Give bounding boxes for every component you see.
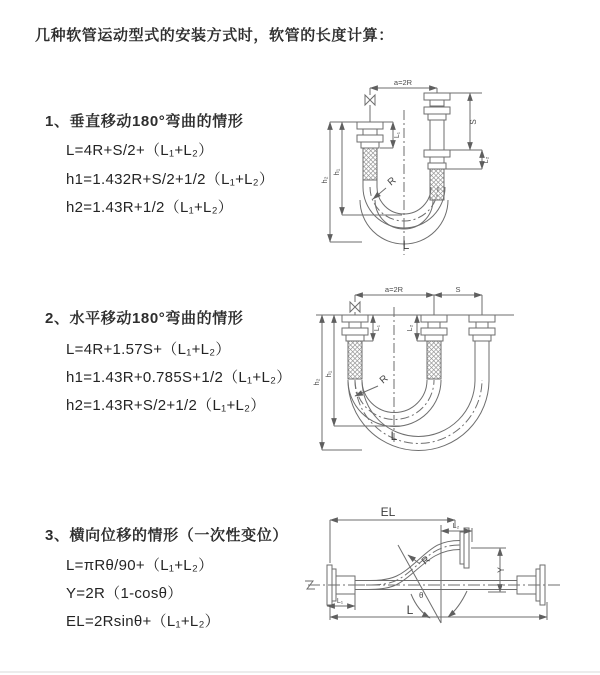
- left-pipe-fitting: [357, 105, 383, 148]
- dim-label-l2: L₂: [407, 324, 414, 332]
- left-pipe-fitting: [342, 315, 368, 341]
- length-label: L: [390, 429, 398, 443]
- dim-h1: [334, 315, 400, 426]
- right-pipe-fitting-moved: [469, 295, 495, 380]
- dim-label-l2: L₂: [483, 156, 490, 164]
- dim-label-a2r: a=2R: [393, 78, 413, 87]
- dim-label-h1: h₁: [332, 168, 341, 176]
- dim-label-l1: L₁: [336, 598, 344, 605]
- section-2-heading: 2、水平移动180°弯曲的情形: [45, 310, 244, 327]
- section-3-formula-l: L=πRθ/90+（L₁+L₂）: [66, 557, 214, 574]
- section-1-formula-l: L=4R+S/2+（L₁+L₂）: [66, 142, 214, 159]
- section-2-formula-l: L=4R+1.57S+（L₁+L₂）: [66, 341, 231, 358]
- hose-u-bend: [348, 380, 489, 450]
- dim-label-h2: h₂: [320, 176, 329, 184]
- section-1-formula-h1: h1=1.432R+S/2+1/2（L₁+L₂）: [66, 171, 275, 188]
- page-bottom-rule: [0, 671, 600, 673]
- section-3-formula-y: Y=2R（1-cosθ）: [66, 585, 183, 602]
- section-2-formula-h2: h2=1.43R+S/2+1/2（L₁+L₂）: [66, 397, 266, 414]
- braided-hose-middle: [427, 341, 441, 379]
- section-3-formula-el: EL=2Rsinθ+（L₁+L₂）: [66, 613, 220, 630]
- dim-label-el: EL: [380, 505, 396, 519]
- right-pipe-fittings: [424, 88, 450, 169]
- dim-label-h2: h₂: [312, 378, 321, 386]
- dim-l2: [441, 528, 472, 542]
- radius-label: R: [377, 373, 391, 387]
- dim-label-h1: h₁: [324, 370, 333, 378]
- section-3-heading: 3、横向位移的情形（一次性变位）: [45, 527, 288, 544]
- diagram-horizontal-180-bend: [310, 282, 560, 472]
- valve-icon: [350, 295, 360, 315]
- dim-label-s: S: [455, 285, 461, 294]
- dim-label-s: S: [469, 119, 478, 125]
- braided-hose-left: [348, 341, 362, 379]
- dim-label-y: Y: [496, 566, 506, 574]
- radius-label: R: [385, 175, 399, 189]
- section-2-formula-h1: h1=1.43R+0.785S+1/2（L₁+L₂）: [66, 369, 292, 386]
- braided-hose-left: [363, 148, 377, 187]
- page-title: 几种软管运动型式的安装方式时，软管的长度计算：: [35, 27, 394, 44]
- hose-s-curve: [353, 541, 460, 590]
- length-label: L: [406, 603, 414, 617]
- dim-label-a2r: a=2R: [384, 285, 404, 294]
- length-label: L: [402, 238, 410, 252]
- dim-l2: [446, 150, 482, 169]
- theta-label: θ: [419, 591, 424, 600]
- dim-label-l2: L₂: [452, 523, 460, 530]
- dim-l: [330, 602, 547, 620]
- dim-el: [330, 520, 455, 563]
- section-1-heading: 1、垂直移动180°弯曲的情形: [45, 113, 244, 130]
- diagram-vertical-180-bend: [310, 72, 560, 267]
- valve-icon: [365, 88, 375, 105]
- section-1-formula-h2: h2=1.43R+1/2（L₁+L₂）: [66, 199, 234, 216]
- middle-pipe-fitting: [421, 295, 447, 341]
- dim-label-l1: L₁: [394, 131, 401, 139]
- dim-label-l1: L₁: [374, 324, 381, 332]
- upper-right-flange: [460, 528, 469, 568]
- radius-leader: [355, 386, 378, 396]
- radius-label: R: [419, 554, 433, 568]
- diagram-lateral-displacement: [298, 492, 598, 662]
